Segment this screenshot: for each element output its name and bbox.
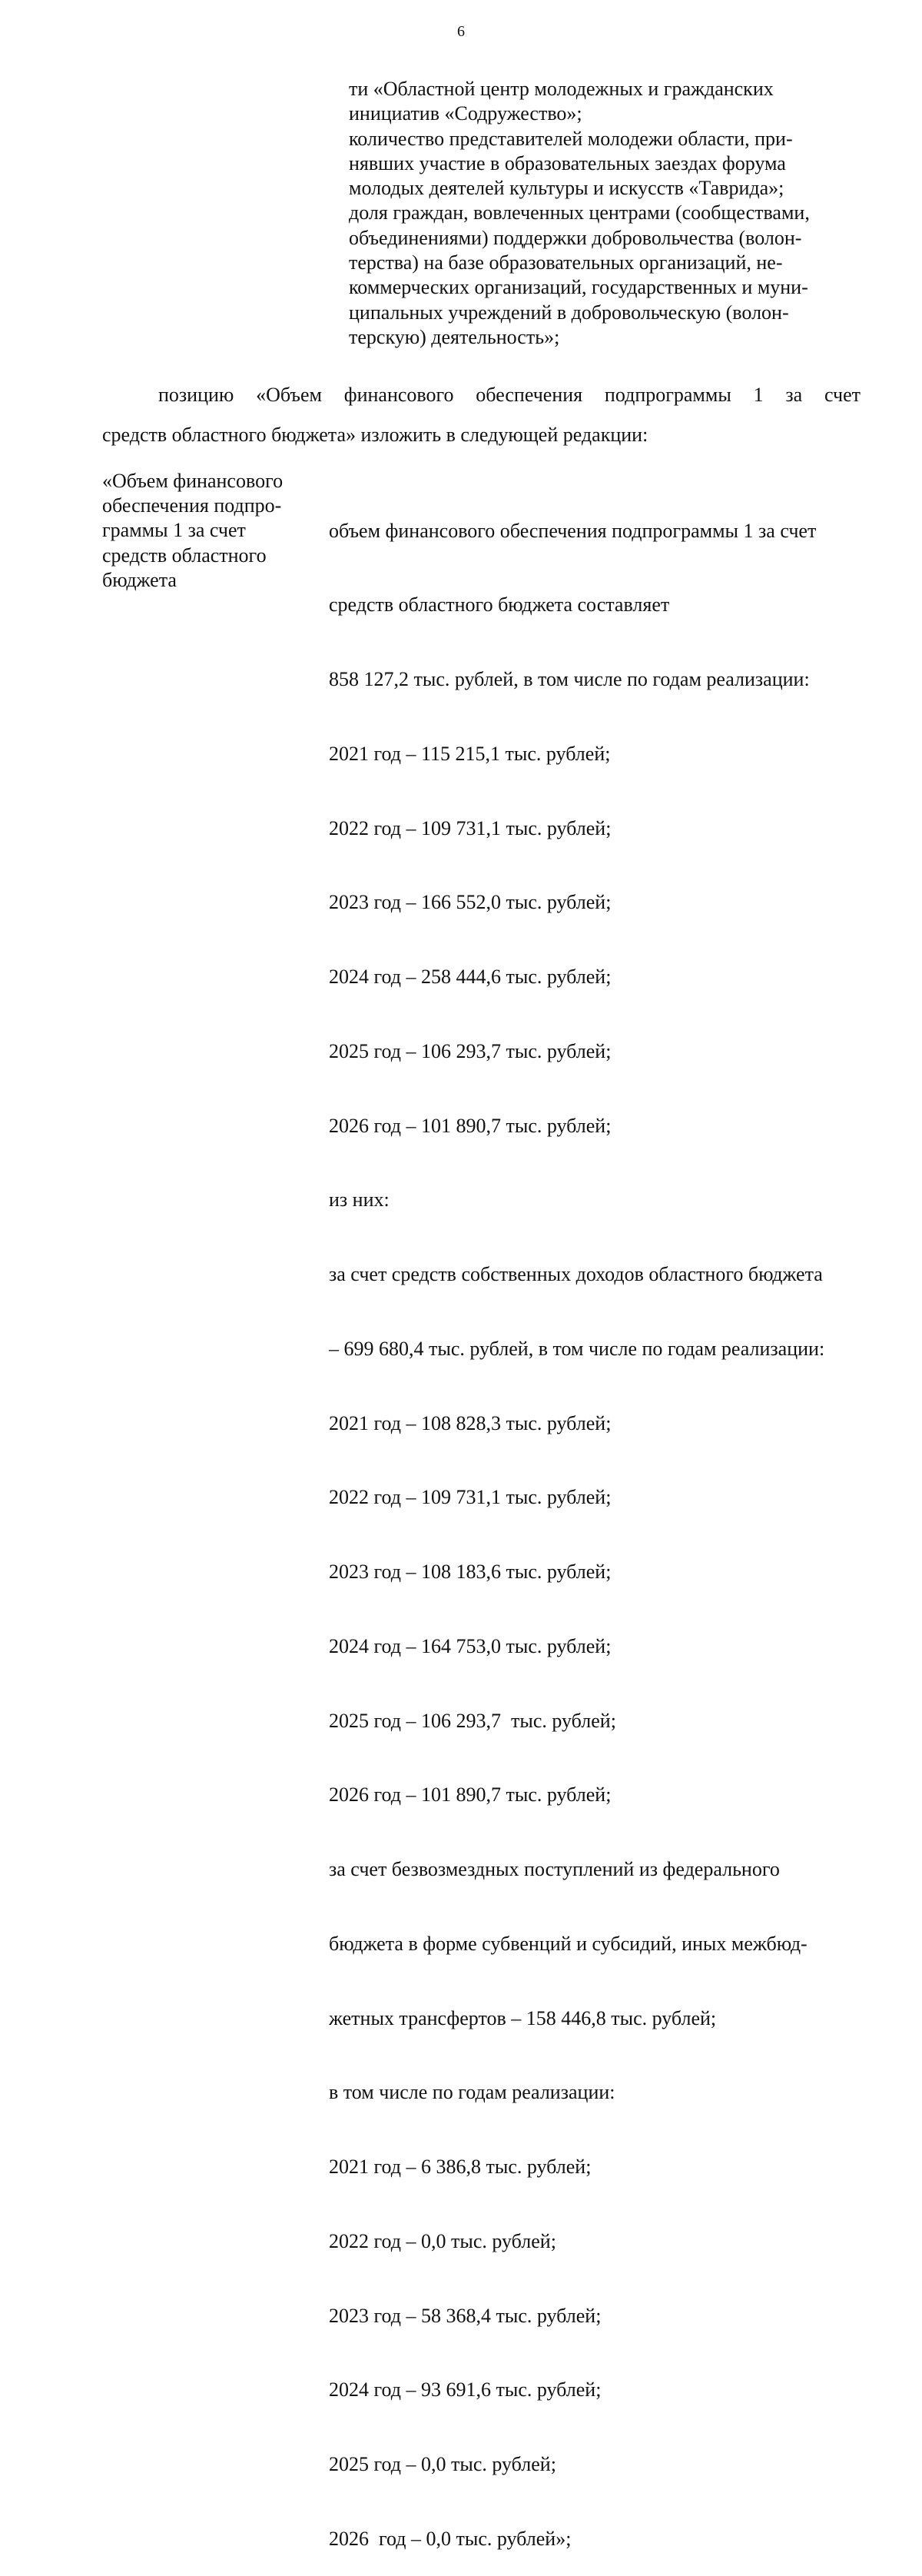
- position-label-line: граммы 1 за счет: [102, 519, 246, 542]
- content-line: 2023 год – 108 183,6 тыс. рублей;: [329, 1561, 612, 1583]
- intro-line: молодых деятелей культуры и искусств «Таврида»;: [349, 177, 784, 200]
- intro-line: ципальных учреждений в добровольческую (волон-: [349, 301, 789, 324]
- intro-block: [349, 77, 871, 350]
- position-label-line: «Объем финансового: [102, 470, 284, 492]
- position-label: [102, 469, 317, 593]
- position-label-line: средств областного: [102, 543, 267, 567]
- content-line: 2026 год – 101 890,7 тыс. рублей;: [329, 1114, 612, 1137]
- intro-line: доля граждан, вовлеченных центрами (сообществами,: [349, 201, 810, 224]
- content-line: 2025 год – 0,0 тыс. рублей;: [329, 2453, 556, 2475]
- intro-line: инициатив «Содружество»;: [349, 102, 582, 125]
- content-line: 2022 год – 0,0 тыс. рублей;: [329, 2229, 556, 2252]
- content-line: 2024 год – 164 753,0 тыс. рублей;: [329, 1634, 612, 1657]
- intro-line: коммерческих организаций, государственных и муни-: [349, 276, 808, 299]
- intro-line: количество представителей молодежи области, при-: [349, 127, 793, 150]
- content-line: из них:: [329, 1188, 390, 1212]
- content-line: 2023 год – 166 552,0 тыс. рублей;: [329, 891, 612, 914]
- content-line: 2026 год – 0,0 тыс. рублей»;: [329, 2527, 572, 2550]
- content-line: 2022 год – 109 731,1 тыс. рублей;: [329, 1486, 612, 1509]
- content-line: за счет средств собственных доходов областного бюджета: [329, 1263, 823, 1285]
- content-line: 2025 год – 106 293,7 тыс. рублей;: [329, 1709, 616, 1732]
- content-line: жетных трансфертов – 158 446,8 тыс. рублей;: [329, 2006, 717, 2029]
- content-line: объем финансового обеспечения подпрограммы 1 за счет: [329, 519, 817, 542]
- content-line: 2023 год – 58 368,4 тыс. рублей;: [329, 2304, 602, 2327]
- content-line: бюджета в форме субвенций и субсидий, иных межбюд-: [329, 1932, 808, 1955]
- intro-line: терства) на базе образовательных организаций, не-: [349, 251, 783, 274]
- intro-line: терскую) деятельность»;: [349, 325, 560, 348]
- content-line: – 699 680,4 тыс. рублей, в том числе по годам реализации:: [329, 1337, 825, 1360]
- content-line: 2021 год – 115 215,1 тыс. рублей;: [329, 742, 611, 765]
- intro-line: объединениями) поддержки добровольчества (волон-: [349, 226, 802, 249]
- content-line: 858 127,2 тыс. рублей, в том числе по годам реализации:: [329, 668, 810, 690]
- position-label-line: бюджета: [102, 568, 177, 591]
- instruction-paragraph-continued: средств областного бюджета» изложить в следующей редакции:: [102, 424, 648, 446]
- content-line: 2024 год – 258 444,6 тыс. рублей;: [329, 966, 612, 988]
- content-line: в том числе по годам реализации:: [329, 2081, 615, 2104]
- content-line: за счет безвозмездных поступлений из федерального: [329, 1858, 780, 1880]
- content-line: 2022 год – 109 731,1 тыс. рублей;: [329, 816, 612, 839]
- instruction-paragraph: позицию «Объем финансового обеспечения подпрограммы 1 за счет: [158, 384, 861, 406]
- content-line: 2021 год – 6 386,8 тыс. рублей;: [329, 2156, 592, 2178]
- page-number: 6: [457, 23, 465, 40]
- intro-line: нявших участие в образовательных заездах форума: [349, 151, 786, 175]
- intro-line: ти «Областной центр молодежных и гражданских: [349, 78, 774, 100]
- position-content: [329, 469, 882, 2576]
- content-line: 2024 год – 93 691,6 тыс. рублей;: [329, 2378, 602, 2401]
- content-line: 2026 год – 101 890,7 тыс. рублей;: [329, 1783, 612, 1807]
- content-line: средств областного бюджета составляет: [329, 593, 670, 617]
- content-line: 2021 год – 108 828,3 тыс. рублей;: [329, 1411, 612, 1434]
- position-label-line: обеспечения подпро-: [102, 494, 282, 517]
- content-line: 2025 год – 106 293,7 тыс. рублей;: [329, 1039, 612, 1062]
